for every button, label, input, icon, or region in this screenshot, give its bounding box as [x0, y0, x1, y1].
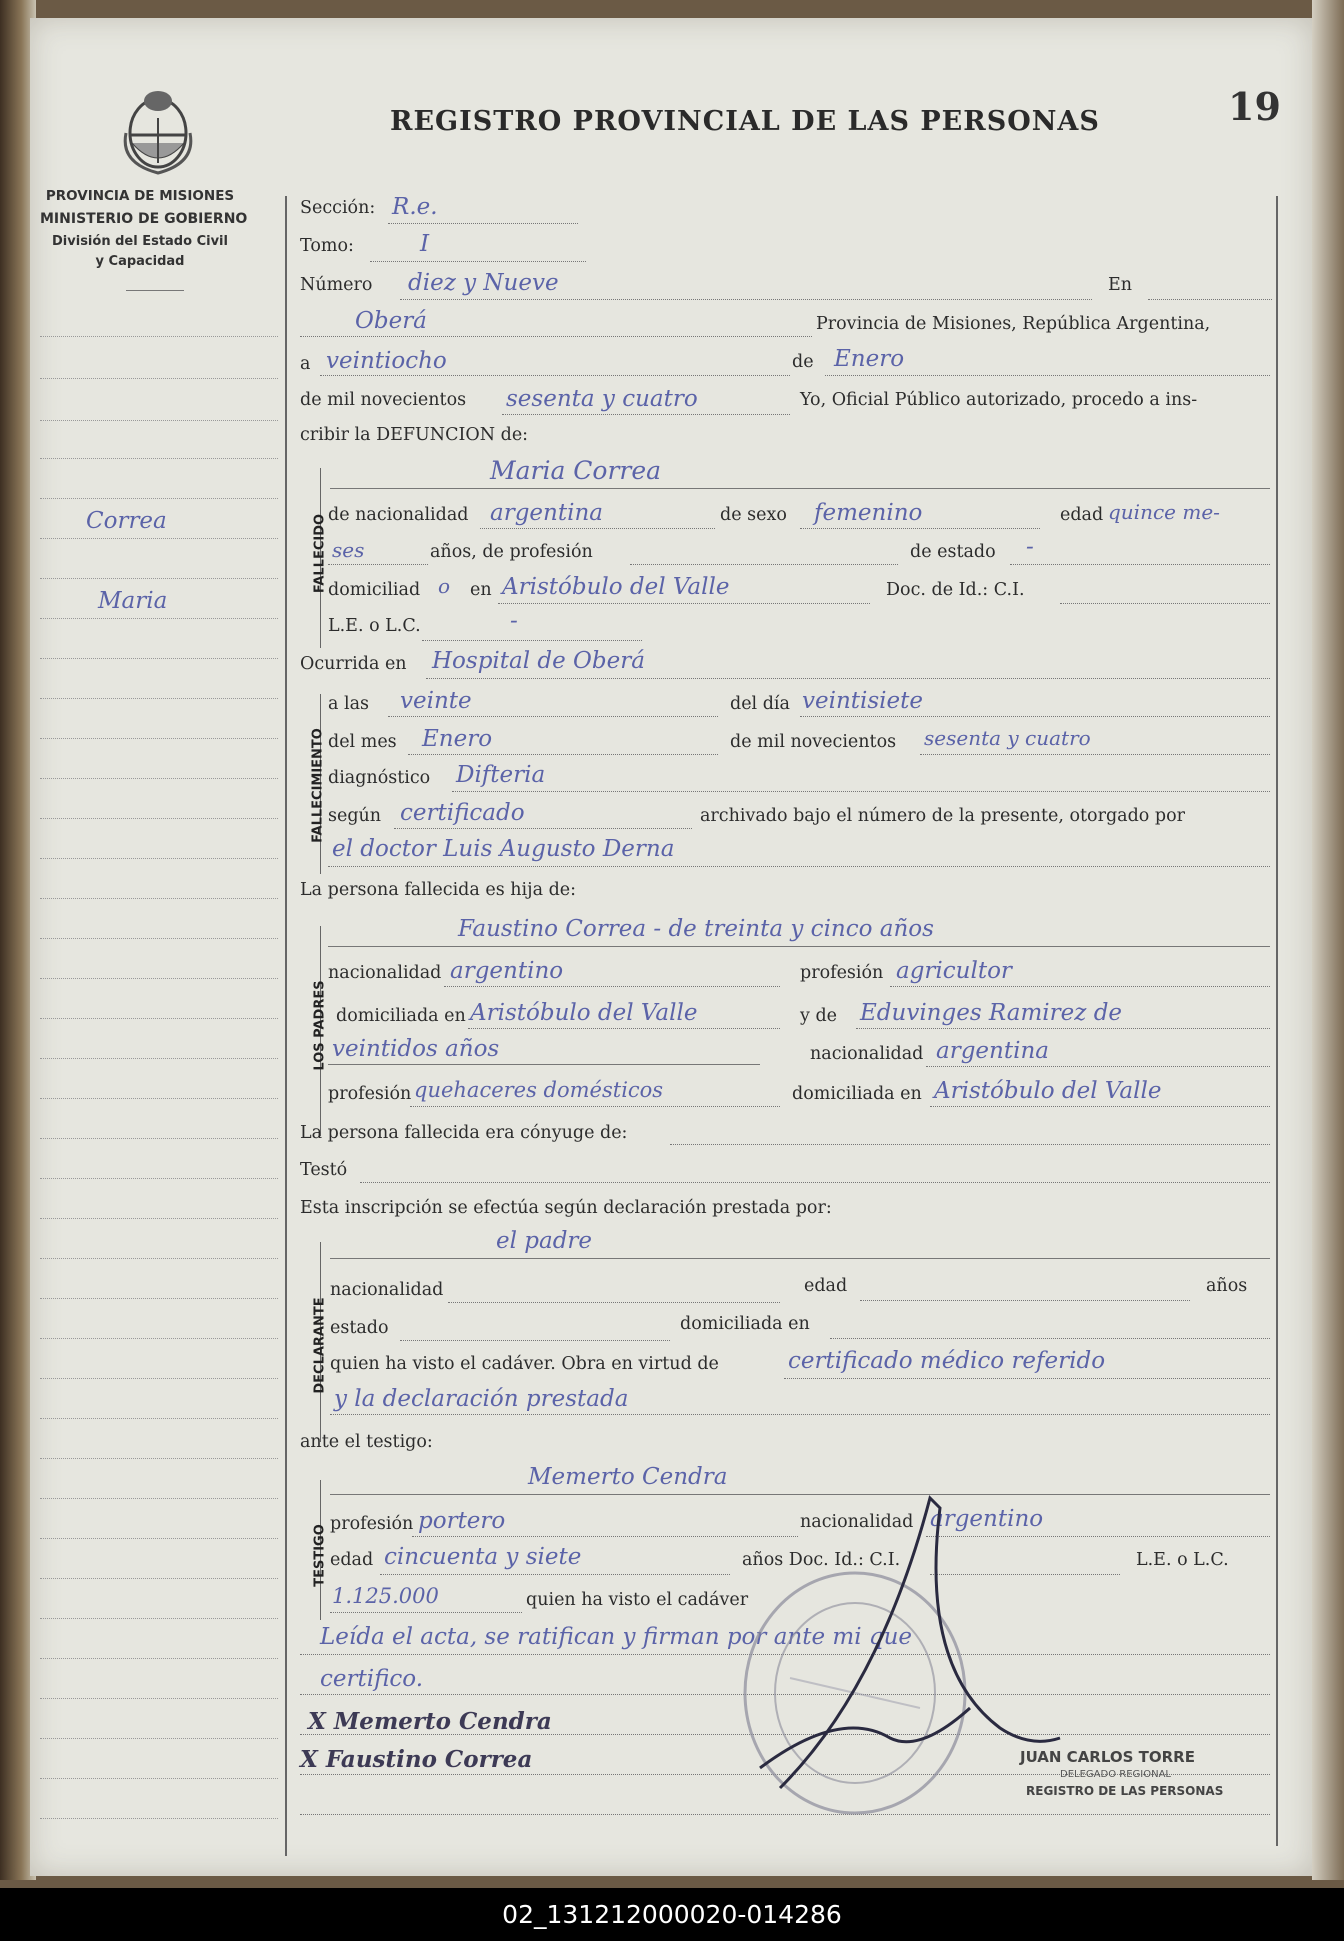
firma-2: X Faustino Correa [300, 1746, 533, 1773]
testigo-ci-value: 1.125.000 [332, 1584, 439, 1608]
testigo-value: Memerto Cendra [528, 1464, 728, 1490]
padre-dom-value: Aristóbulo del Valle [470, 1000, 698, 1026]
inscripcion-label: Esta inscripción se efectúa según declaración prestada por: [300, 1198, 832, 1218]
obra-value-2: y la declaración prestada [334, 1386, 629, 1412]
tomo-label: Tomo: [300, 236, 354, 256]
madre-prof-label: profesión [328, 1084, 412, 1104]
madre-dom-label: domiciliada en [792, 1084, 922, 1104]
ministry-heading: MINISTERIO DE GOBIERNO [40, 211, 248, 227]
declarante-estado-label: estado [330, 1318, 389, 1338]
en-line [1148, 299, 1272, 300]
madre-nac-value: argentina [936, 1038, 1049, 1064]
padre-prof-line [890, 986, 1270, 987]
division-line-1: División del Estado Civil [52, 234, 228, 249]
madre-prof-line [410, 1106, 780, 1107]
testo-label: Testó [300, 1160, 348, 1180]
padres-sidebar: LOS PADRES [312, 980, 328, 1071]
testigo-nac-value: argentino [930, 1506, 1044, 1532]
domicilio-value: Aristóbulo del Valle [502, 574, 730, 600]
madre-prof-value: quehaceres domésticos [414, 1078, 664, 1102]
declarante-nac-label: nacionalidad [330, 1280, 444, 1300]
stamp-name: JUAN CARLOS TORRE [1020, 1748, 1195, 1766]
diagnostico-value: Difteria [456, 762, 546, 788]
estado-label: de estado [910, 542, 996, 562]
page-edge [1312, 0, 1344, 1880]
a-label: a [300, 354, 311, 374]
le-lc-label: L.E. o L.C. [328, 616, 421, 636]
stamp-office: REGISTRO DE LAS PERSONAS [1026, 1784, 1224, 1798]
heading-underline [126, 290, 184, 291]
doctor-value: el doctor Luis Augusto Derna [332, 836, 675, 862]
nacionalidad-line [480, 528, 715, 529]
padre-prof-value: agricultor [896, 958, 1012, 984]
testigo-sidebar: TESTIGO [312, 1524, 328, 1587]
madre-nac-label: nacionalidad [810, 1044, 924, 1064]
declarante-value: el padre [496, 1228, 593, 1254]
madre-edad-line [328, 1064, 760, 1065]
anio-fallec-line [920, 754, 1270, 755]
testo-line [360, 1182, 1270, 1183]
sexo-value: femenino [814, 500, 923, 526]
ante-testigo-label: ante el testigo: [300, 1432, 433, 1452]
estado-line [1010, 564, 1270, 565]
ocurrida-label: Ocurrida en [300, 654, 407, 674]
fallecimiento-sidebar: FALLECIMIENTO [310, 728, 326, 843]
declarante-edad-label: edad [804, 1276, 848, 1296]
madre-edad-value: veintidos años [332, 1036, 500, 1062]
edad-value-1: quince me- [1108, 500, 1220, 524]
y-de-label: y de [800, 1006, 838, 1026]
madre-value: Eduvinges Ramirez de [860, 1000, 1123, 1026]
declarante-nac-line [448, 1302, 780, 1303]
province-heading: PROVINCIA DE MISIONES [45, 188, 235, 204]
doc-line [1060, 603, 1270, 604]
tomo-line [370, 261, 586, 262]
testigo-doc-label: años Doc. Id.: C.I. [742, 1550, 901, 1570]
margin-surname: Correa [86, 508, 167, 534]
doc-label: Doc. de Id.: C.I. [886, 580, 1025, 600]
padre-line [328, 946, 1270, 947]
nombre-value: Maria Correa [490, 456, 662, 485]
seccion-value: R.e. [392, 194, 438, 220]
padre-nac-label: nacionalidad [328, 963, 442, 983]
provincia-label: Provincia de Misiones, República Argentina, [816, 314, 1211, 334]
lugar-value: Oberá [355, 308, 427, 334]
lectura-value-1: Leída el acta, se ratifican y firman por ante mi que [320, 1624, 913, 1650]
nacionalidad-label: de nacionalidad [328, 505, 469, 525]
margin-given-name: Maria [98, 588, 168, 614]
segun-value: certificado [400, 800, 525, 826]
anio-fallec-value: sesenta y cuatro [924, 726, 1091, 750]
obra-value-1: certificado médico referido [788, 1348, 1106, 1374]
declarante-dom-line [830, 1338, 1270, 1339]
padre-value: Faustino Correa - de treinta y cinco años [458, 916, 934, 942]
testigo-prof-label: profesión [330, 1514, 414, 1534]
profesion-line [630, 564, 898, 565]
en-label: En [1108, 275, 1133, 295]
de-label: de [792, 352, 814, 372]
margin-divider [285, 196, 287, 1856]
le-lc-value: - [510, 608, 518, 634]
mes-fallec-value: Enero [422, 726, 493, 752]
padre-dom-line [468, 1028, 780, 1029]
madre-line [856, 1028, 1270, 1029]
domicilio-en-label: en [470, 580, 492, 600]
edad-value-2: ses [332, 538, 365, 562]
stamp-role: DELEGADO REGIONAL [1060, 1769, 1171, 1780]
conyuge-label: La persona fallecida era cónyuge de: [300, 1123, 628, 1143]
numero-line [400, 299, 1092, 300]
fallecido-sidebar: FALLECIDO [312, 513, 328, 594]
dia-value: veintiocho [326, 348, 447, 374]
segun-line [394, 828, 692, 829]
dia-fallec-line [800, 716, 1270, 717]
le-lc-line [422, 640, 642, 641]
declarante-sidebar: DECLARANTE [312, 1297, 328, 1394]
hora-value: veinte [400, 688, 472, 714]
ocurrida-line [426, 678, 1270, 679]
oficial-text: Yo, Oficial Público autorizado, procedo a ins- [800, 390, 1198, 410]
obra-line-2 [330, 1414, 1270, 1415]
testigo-ci-line [330, 1612, 522, 1613]
madre-dom-value: Aristóbulo del Valle [934, 1078, 1162, 1104]
sexo-line [800, 528, 1040, 529]
domiciliad-suffix: o [438, 574, 451, 598]
madre-nac-line [926, 1066, 1270, 1067]
right-border [1276, 196, 1278, 1846]
seccion-label: Sección: [300, 198, 376, 218]
mes-line [825, 375, 1270, 376]
hija-label: La persona fallecida es hija de: [300, 880, 577, 900]
numero-value: diez y Nueve [408, 270, 559, 296]
doctor-line [328, 866, 1270, 867]
a-las-label: a las [328, 694, 370, 714]
madre-dom-line [930, 1106, 1270, 1107]
division-line-2: y Capacidad [95, 254, 185, 269]
page-number: 19 [1228, 84, 1281, 129]
image-id-footer: 02_131212000020-014286 [0, 1888, 1344, 1941]
diagnostico-line [452, 791, 1270, 792]
seccion-line [388, 223, 578, 224]
diagnostico-label: diagnóstico [328, 768, 431, 788]
cribir-text: cribir la DEFUNCION de: [300, 425, 529, 445]
anos-profesion-label: años, de profesión [430, 542, 593, 562]
testigo-le-lc-label: L.E. o L.C. [1136, 1550, 1229, 1570]
nombre-line [330, 488, 1270, 489]
estado-value: - [1026, 534, 1034, 560]
testigo-edad-value: cincuenta y siete [384, 1544, 582, 1570]
quien-cadaver-label: quien ha visto el cadáver. Obra en virtud de [330, 1354, 719, 1374]
edad-label: edad [1060, 505, 1104, 525]
testigo-nac-label: nacionalidad [800, 1512, 914, 1532]
del-dia-label: del día [730, 694, 790, 714]
numero-label: Número [300, 275, 373, 295]
de-mil-2-label: de mil novecientos [730, 732, 897, 752]
declarante-anos-label: años [1206, 1276, 1248, 1296]
dia-fallec-value: veintisiete [802, 688, 923, 714]
domicilio-line [498, 603, 870, 604]
del-mes-label: del mes [328, 732, 397, 752]
testigo-prof-value: portero [418, 1508, 506, 1534]
anio-value: sesenta y cuatro [506, 386, 698, 412]
document-title: REGISTRO PROVINCIAL DE LAS PERSONAS [390, 106, 1100, 137]
mes-fallec-line [408, 754, 718, 755]
quien-visto-label: quien ha visto el cadáver [526, 1590, 749, 1610]
testigo-edad-line [380, 1574, 730, 1575]
padre-nac-line [444, 986, 780, 987]
lectura-value-2: certifico. [320, 1666, 424, 1692]
declarante-estado-line [400, 1340, 670, 1341]
hora-line [388, 716, 718, 717]
conyuge-line [670, 1144, 1270, 1145]
padre-nac-value: argentino [450, 958, 564, 984]
anio-line [502, 414, 790, 415]
archivado-text: archivado bajo el número de la presente, otorgado por [700, 806, 1185, 826]
obra-line-1 [784, 1378, 1270, 1379]
dia-line [320, 375, 790, 376]
ocurrida-value: Hospital de Oberá [432, 648, 645, 674]
edad-line-2 [328, 564, 428, 565]
domiciliad-label: domiciliad [328, 580, 421, 600]
padre-dom-label: domiciliada en [336, 1006, 466, 1026]
declarante-line [330, 1258, 1270, 1259]
testigo-edad-label: edad [330, 1550, 374, 1570]
tomo-value: I [420, 231, 430, 257]
document-page [30, 18, 1312, 1876]
firma-1: X Memerto Cendra [308, 1708, 552, 1735]
nacionalidad-value: argentina [490, 500, 603, 526]
lugar-line [300, 336, 812, 337]
coat-of-arms-icon [118, 73, 198, 183]
mes-value: Enero [834, 346, 905, 372]
de-mil-label: de mil novecientos [300, 390, 467, 410]
padre-prof-label: profesión [800, 963, 884, 983]
declarante-dom-label: domiciliada en [680, 1314, 810, 1334]
declarante-edad-line [860, 1300, 1190, 1301]
segun-label: según [328, 806, 382, 826]
sexo-label: de sexo [720, 505, 787, 525]
